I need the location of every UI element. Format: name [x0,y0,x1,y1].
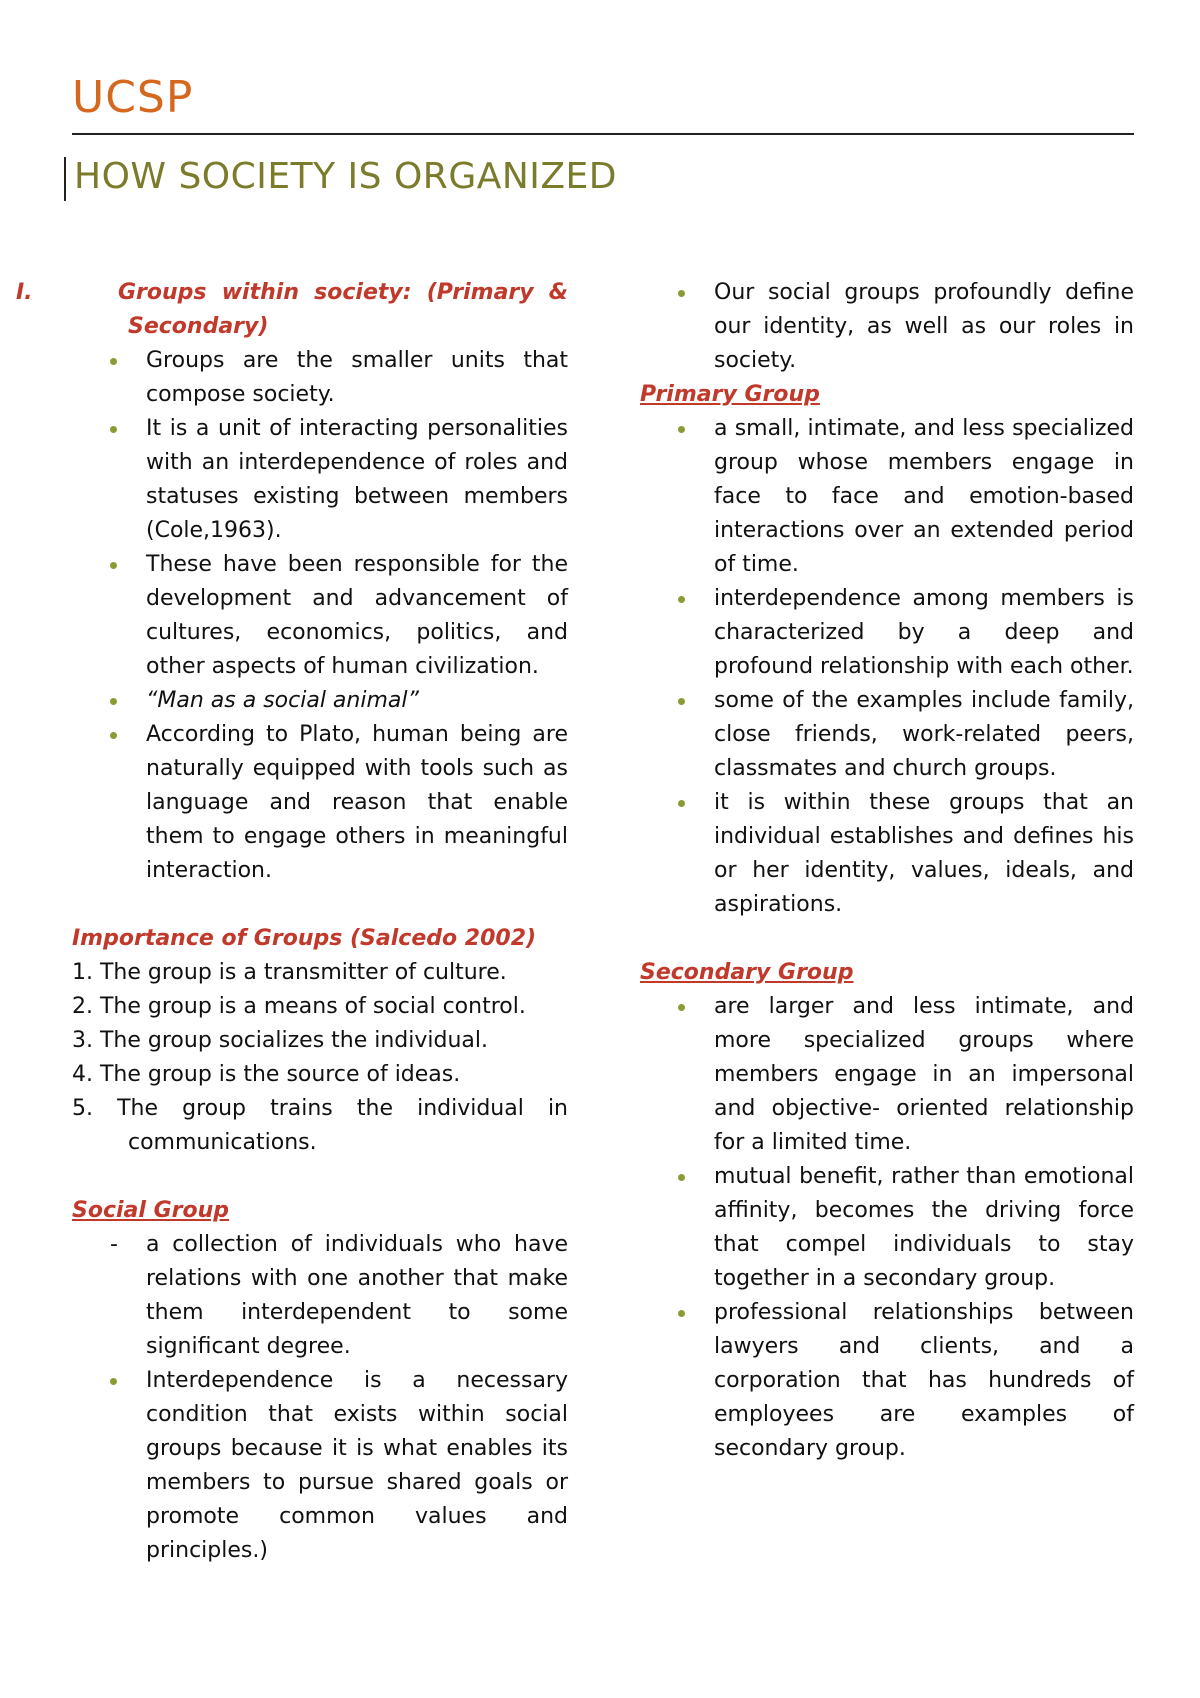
list-item: According to Plato, human being are naturally equipped with tools such as language and reason that enable them to engage others in meaningful interaction. [72,718,568,888]
left-column [16,276,568,1568]
list-item: interdependence among members is characterized by a deep and profound relationship with each other. [640,582,1134,684]
document-title: UCSP [72,72,194,123]
section-heading-text: Groups within society: (Primary & Secondary) [118,280,568,339]
list-item: 3. The group socializes the individual. [72,1028,489,1053]
list-item: are larger and less intimate, and more specialized groups where members engage in an impersonal and objective- oriented relationship for a limited time. [640,990,1134,1160]
secondary-group-bullet-list [640,990,1134,1466]
right-column [640,276,1134,1466]
intro-bullet-list [640,276,1134,378]
list-item: 2. The group is a means of social control. [72,994,526,1019]
list-item: some of the examples include family, close friends, work-related peers, classmates and church groups. [640,684,1134,786]
primary-group-bullet-list [640,412,1134,922]
document-subtitle: HOW SOCIETY IS ORGANIZED [74,156,618,197]
list-item: - a collection of individuals who have relations with one another that make them interdependent to some significant degree. [72,1228,568,1364]
primary-group-heading: Primary Group [640,382,820,407]
section-heading-groups [16,276,568,344]
importance-heading: Importance of Groups (Salcedo 2002) [72,926,537,951]
list-item: Our social groups profoundly define our identity, as well as our roles in society. [640,276,1134,378]
groups-bullet-list [72,344,568,888]
list-item: Groups are the smaller units that compose society. [72,344,568,412]
list-item: 1. The group is a transmitter of culture. [72,960,507,985]
list-item: it is within these groups that an individual establishes and defines his or her identity, values, ideals, and aspirations. [640,786,1134,922]
list-item: mutual benefit, rather than emotional affinity, becomes the driving force that compel individuals to stay together in a secondary group. [640,1160,1134,1296]
importance-list [72,956,568,1160]
list-item: 4. The group is the source of ideas. [72,1062,461,1087]
section-numeral: I. [16,280,33,305]
list-item: “Man as a social animal” [72,684,568,718]
list-item: a small, intimate, and less specialized group whose members engage in face to face and emotion-based interactions over an extended period of time. [640,412,1134,582]
list-item: 5. The group trains the individual in communications. [72,1096,568,1155]
social-group-dash-list [72,1228,568,1364]
list-item: It is a unit of interacting personalities with an interdependence of roles and statuses existing between members (Cole,1963). [72,412,568,548]
subtitle-bar [64,157,66,201]
title-rule [72,133,1134,135]
social-group-bullet-list [72,1364,568,1568]
list-item: Interdependence is a necessary condition that exists within social groups because it is what enables its members to pursue shared goals or promote common values and principles.) [72,1364,568,1568]
list-item: These have been responsible for the development and advancement of cultures, economics, politics, and other aspects of human civilization. [72,548,568,684]
social-group-heading: Social Group [72,1198,230,1223]
list-item: professional relationships between lawyers and clients, and a corporation that has hundreds of employees are examples of secondary group. [640,1296,1134,1466]
secondary-group-heading: Secondary Group [640,960,854,985]
